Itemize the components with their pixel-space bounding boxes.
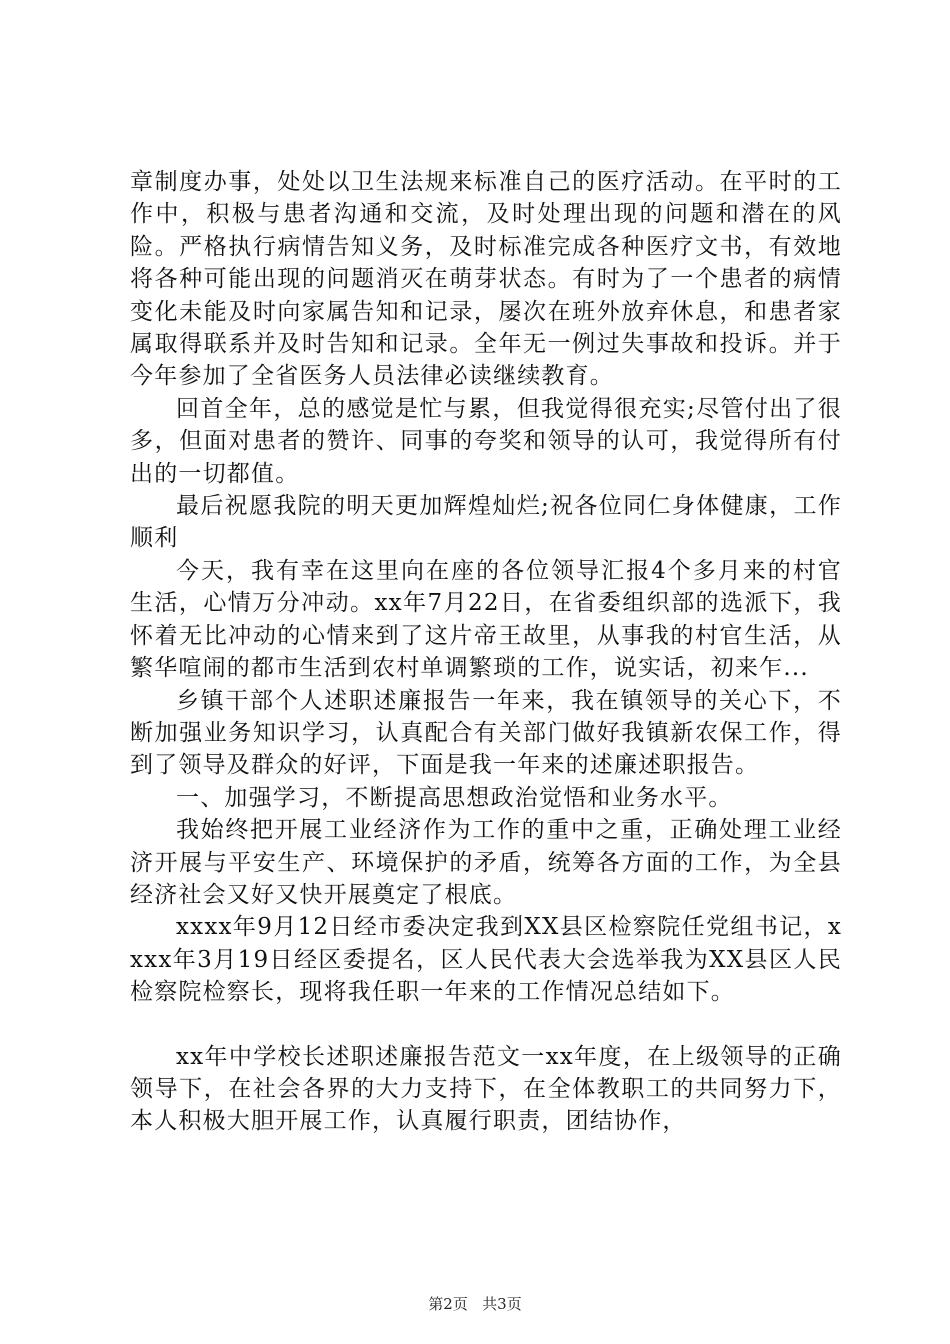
paragraph: 章制度办事，处处以卫生法规来标准自己的医疗活动。在平时的工作中，积极与患者沟通和交流，及时处理出现的问题和潜在的风险。严格执行病情告知义务，及时标准完成各种医疗文书，有效地将各种可能出现的问题消灭在萌芽状态。有时为了一个患者的病情变化未能及时向家属告知和记录，屡次在班外放弃休息，和患者家属取得联系并及时告知和记录。全年无一例过失事故和投诉。并于今年参加了全省医务人员法律必读继续教育。: [130, 169, 842, 390]
paragraph: 今天，我有幸在这里向在座的各位领导汇报4个多月来的村官生活，心情万分冲动。xx年7月22日，在省委组织部的选派下，我怀着无比冲动的心情来到了这片帝王故里，从事我的村官生活，从繁华喧闹的都市生活到农村单调繁琐的工作，说实话，初来乍...: [130, 557, 842, 682]
paragraph: 乡镇干部个人述职述廉报告一年来，我在镇领导的关心下，不断加强业务知识学习，认真配合有关部门做好我镇新农保工作，得到了领导及群众的好评，下面是我一年来的述廉述职报告。: [130, 687, 842, 779]
paragraph: xxxx年9月12日经市委决定我到XX县区检察院任党组书记，xxxx年3月19日经区委提名，区人民代表大会选举我为XX县区人民检察院检察长，现将我任职一年来的工作情况总结如下。: [130, 914, 842, 1006]
page-number: 第2页: [428, 1295, 468, 1313]
paragraph: 我始终把开展工业经济作为工作的重中之重，正确处理工业经济开展与平安生产、环境保护的矛盾，统筹各方面的工作，为全县经济社会又好又快开展奠定了根底。: [130, 817, 842, 908]
paragraph: xx年中学校长述职述廉报告范文一xx年度，在上级领导的正确领导下，在社会各界的大力支持下，在全体教职工的共同努力下，本人积极大胆开展工作，认真履行职责，团结协作，: [130, 1043, 842, 1135]
paragraph: 回首全年，总的感觉是忙与累，但我觉得很充实;尽管付出了很多，但面对患者的赞许、同事的夸奖和领导的认可，我觉得所有付出的一切都值。: [130, 395, 842, 487]
paragraph: 最后祝愿我院的明天更加辉煌灿烂;祝各位同仁身体健康，工作顺利: [130, 493, 842, 552]
paragraph: 一、加强学习，不断提高思想政治觉悟和业务水平。: [176, 784, 733, 811]
document-body: [130, 166, 842, 1138]
paragraph-gap: [130, 1009, 842, 1041]
page-footer: [0, 1293, 950, 1314]
page-total: 共3页: [482, 1295, 522, 1313]
